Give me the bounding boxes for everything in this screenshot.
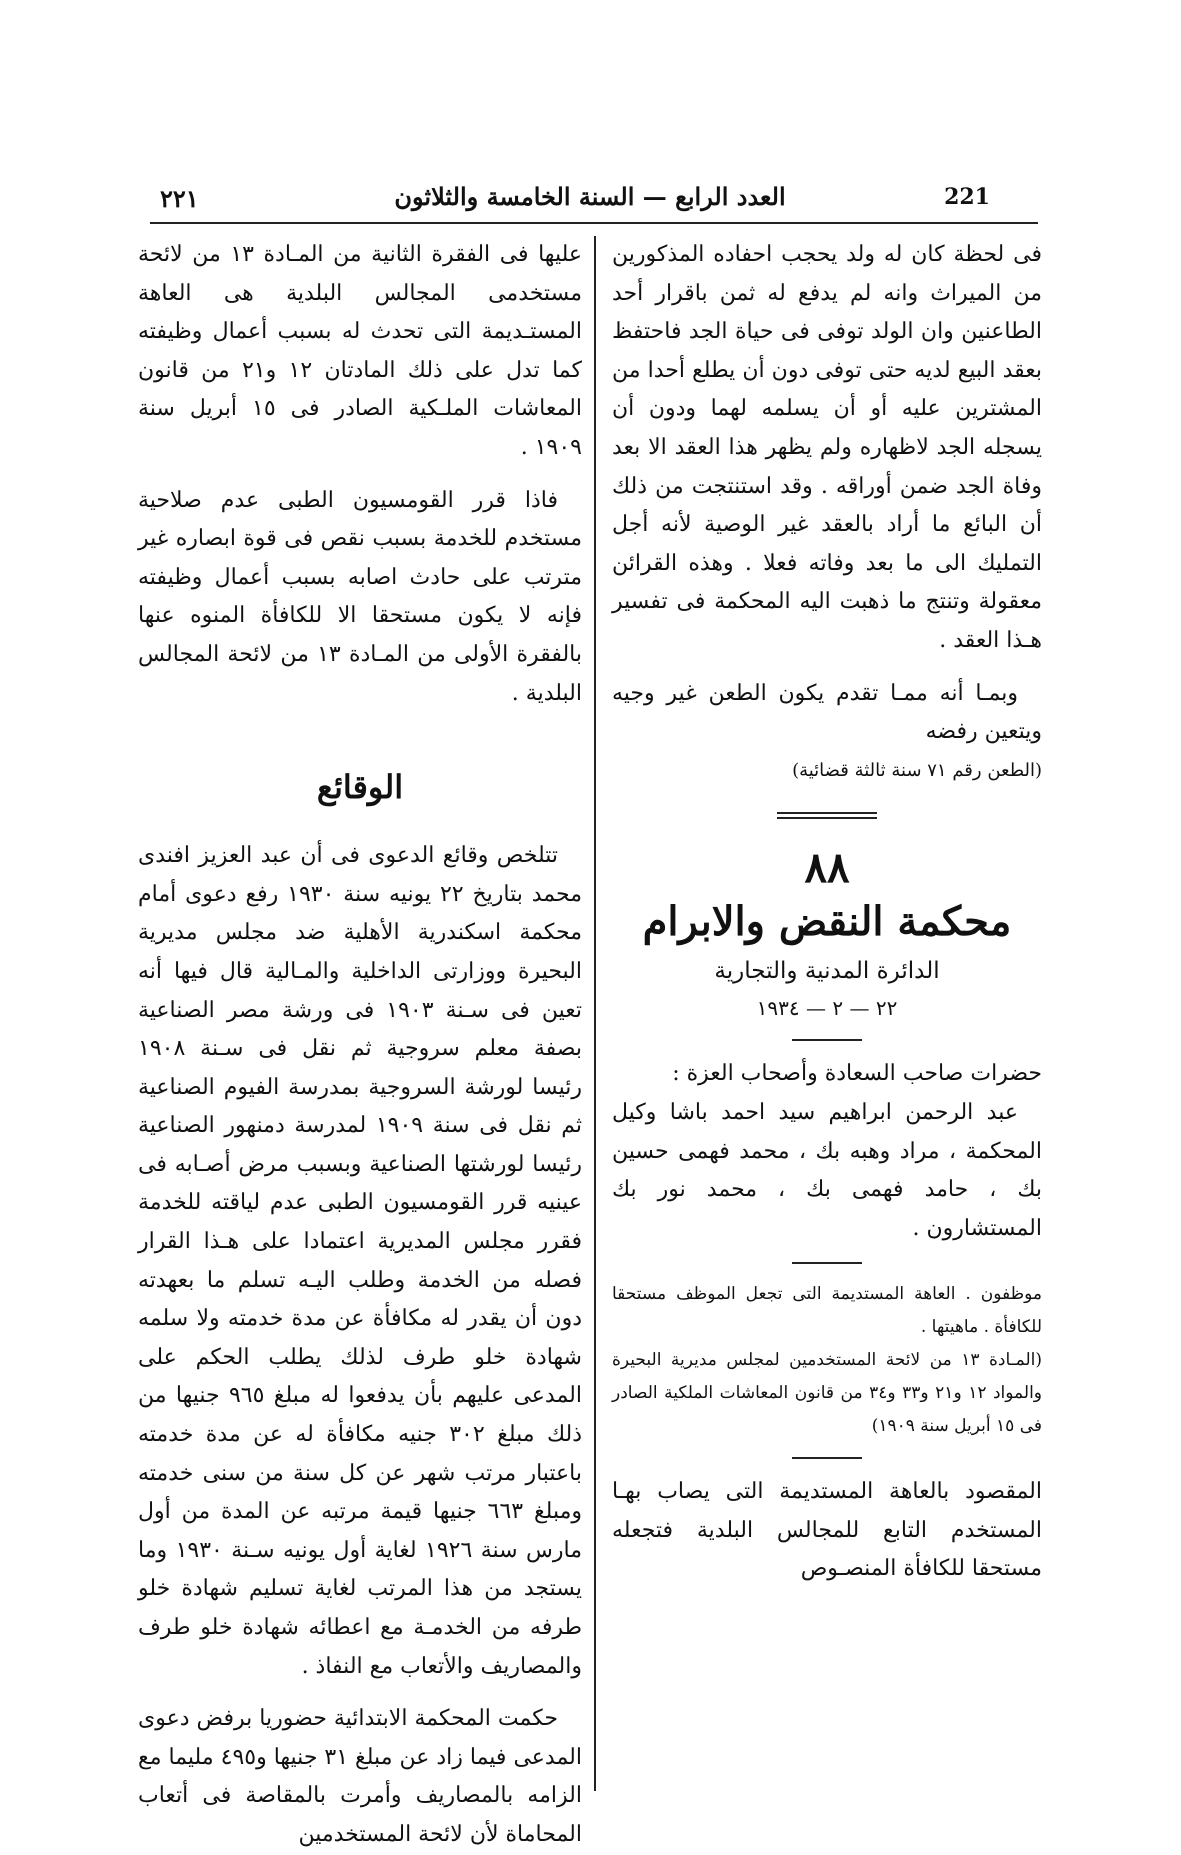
left-para-2: فاذا قرر القومسيون الطبى عدم صلاحية مستخدم للخدمة بسبب نقص فى قوة ابصاره غير مترتب على حادث اصابه بسبب أعمال وظيفته فإنه لا يكون مستحقا الا للكافأة المنوه عنها بالفقرة الأولى من المـادة ١٣ من لائحة المجالس البلدية . <box>138 487 582 706</box>
rule-2 <box>792 1262 862 1264</box>
issue-title: العدد الرابع — السنة الخامسة والثلاثون <box>394 182 786 211</box>
right-para-2: وبمـا أنه ممـا تقدم يكون الطعن غير وجيه ويتعين رفضه <box>612 680 1042 745</box>
left-para-3: تتلخص وقائع الدعوى فى أن عبد العزيز افندى محمد بتاريخ ٢٢ يونيه سنة ١٩٣٠ رفع دعوى أمام محكمة اسكندرية الأهلية ضد مجلس مديرية البحيرة ووزارتى الداخلية والمـالية قال فيها أنه تعين فى سـنة ١٩٠٣ فى ورشة مصر الصناعية بصفة معلم سروجية ثم نقل فى سـنة ١٩٠٨ رئيسا لورشة السروجية بمدرسة الفيوم الصناعية ثم نقل فى سنة ١٩٠٩ لمدرسة دمنهور الصناعية رئيسا لورشتها الصناعية وبسبب مرض أصـابه فى عينيه قرر القومسيون الطبى عدم لياقته للخدمة فقرر مجلس المديرية اعتمادا على هـذا القرار فصله من الخدمة وطلب اليـه تسلم ما بعهدته دون أن يقدر له مكافأة عن مدة خدمته ولا سلمه شهادة خلو طرف لذلك يطلب الحكم على المدعى عليهم بأن يدفعوا له مبلغ ٩٦٥ جنيها من ذلك مبلغ ٣٠٢ جنيه مكافأة له عن مدة خدمته باعتبار مرتب شهر عن كل سنة من سنى خدمته ومبلغ ٦٦٣ جنيها قيمة مرتبه عن المدة من أول مارس سنة ١٩٢٦ لغاية أول يونيه سـنة ١٩٣٠ وما يستجد من هذا المرتب لغاية تسليم شهادة خلو طرفه من الخدمـة مع اعطائه شهادة خلو طرف والمصاريف والأتعاب مع النفاذ . <box>138 843 583 1679</box>
headnote: موظفون . العاهة المستديمة التى تجعل الموظف مستحقا للكافأة . ماهيتها . <box>612 1284 1042 1338</box>
judgment-date: ٢٢ — ٢ — ١٩٣٤ <box>756 996 898 1021</box>
rule-1 <box>792 1039 862 1041</box>
left-para-4: حكمت المحكمة الابتدائية حضوريا برفض دعوى المدعى فيما زاد عن مبلغ ٣١ جنيها و٤٩٥ مليما مع الزامه بالمصاريف وأمرت بالمقاصة فى أتعاب المحاماة لأن لائحة المستخدمين <box>138 1706 582 1847</box>
page-header <box>150 178 1030 222</box>
section-title-facts: الوقائع <box>316 768 404 807</box>
header-rule <box>150 222 1038 224</box>
page-number-arabic: ٢٢١ <box>160 184 199 213</box>
rule-3 <box>792 1457 862 1459</box>
column-divider <box>594 236 596 1791</box>
left-column <box>138 236 582 1855</box>
bench-names: عبد الرحمن ابراهيم سيد احمد باشا وكيل المحكمة ، مراد وهبه بك ، محمد فهمى حسين بك ، حامد فهمى بك ، محمد نور بك المستشارون . <box>612 1099 1042 1241</box>
right-column <box>612 236 1042 1589</box>
case-reference: (الطعن رقم ٧١ سنة ثالثة قضائية) <box>792 759 1042 781</box>
articles-reference: (المـادة ١٣ من لائحة المستخدمين لمجلس مديرية البحيرة والمواد ١٢ و٢١ و٣٣ و٣٤ من قانون المعاشات الملكية الصادر فى ١٥ أبريل سنة ١٩٠٩) <box>612 1350 1042 1437</box>
double-rule <box>777 812 877 819</box>
case-number: ٨٨ <box>804 843 850 893</box>
court-name: محكمة النقض والابرام <box>642 898 1012 946</box>
chamber-name: الدائرة المدنية والتجارية <box>714 958 940 985</box>
right-para-3: المقصود بالعاهة المستديمة التى يصاب بهـا المستخدم التابع للمجالس البلدية فتجعله مستحقا للكافأة المنصـوص <box>612 1479 1042 1582</box>
left-para-1: عليها فى الفقرة الثانية من المـادة ١٣ من لائحة مستخدمى المجالس البلدية هى العاهة المستـديمة التى تحدث له بسبب أعمال وظيفته كما تدل على ذلك المادتان ١٢ و٢١ من قانون المعاشات الملـكية الصادر فى ١٥ أبريل سنة ١٩٠٩ . <box>138 242 582 460</box>
right-para-1: فى لحظة كان له ولد يحجب احفاده المذكورين من الميراث وانه لم يدفع له ثمن باقرار أحد الطاعنين وان الولد توفى فى حياة الجد فاحتفظ بعقد البيع لديه حتى توفى دون أن يطلع أحدا من المشترين عليه أو أن يسلمه لهما ودون أن يسجله الجد لاظهاره ولم يظهر هذا العقد الا بعد وفاة الجد ضمن أوراقه . وقد استنتجت من ذلك أن البائع ما أراد بالعقد غير الوصية لأنه أجل التمليك الى ما بعد وفاته فعلا . وهذه القرائن معقولة وتنتج ما ذهبت اليه المحكمة فى تفسير هـذا العقد . <box>612 242 1042 653</box>
page-number-latin: 221 <box>944 184 990 210</box>
bench-intro: حضرات صاحب السعادة وأصحاب العزة : <box>672 1061 1042 1087</box>
